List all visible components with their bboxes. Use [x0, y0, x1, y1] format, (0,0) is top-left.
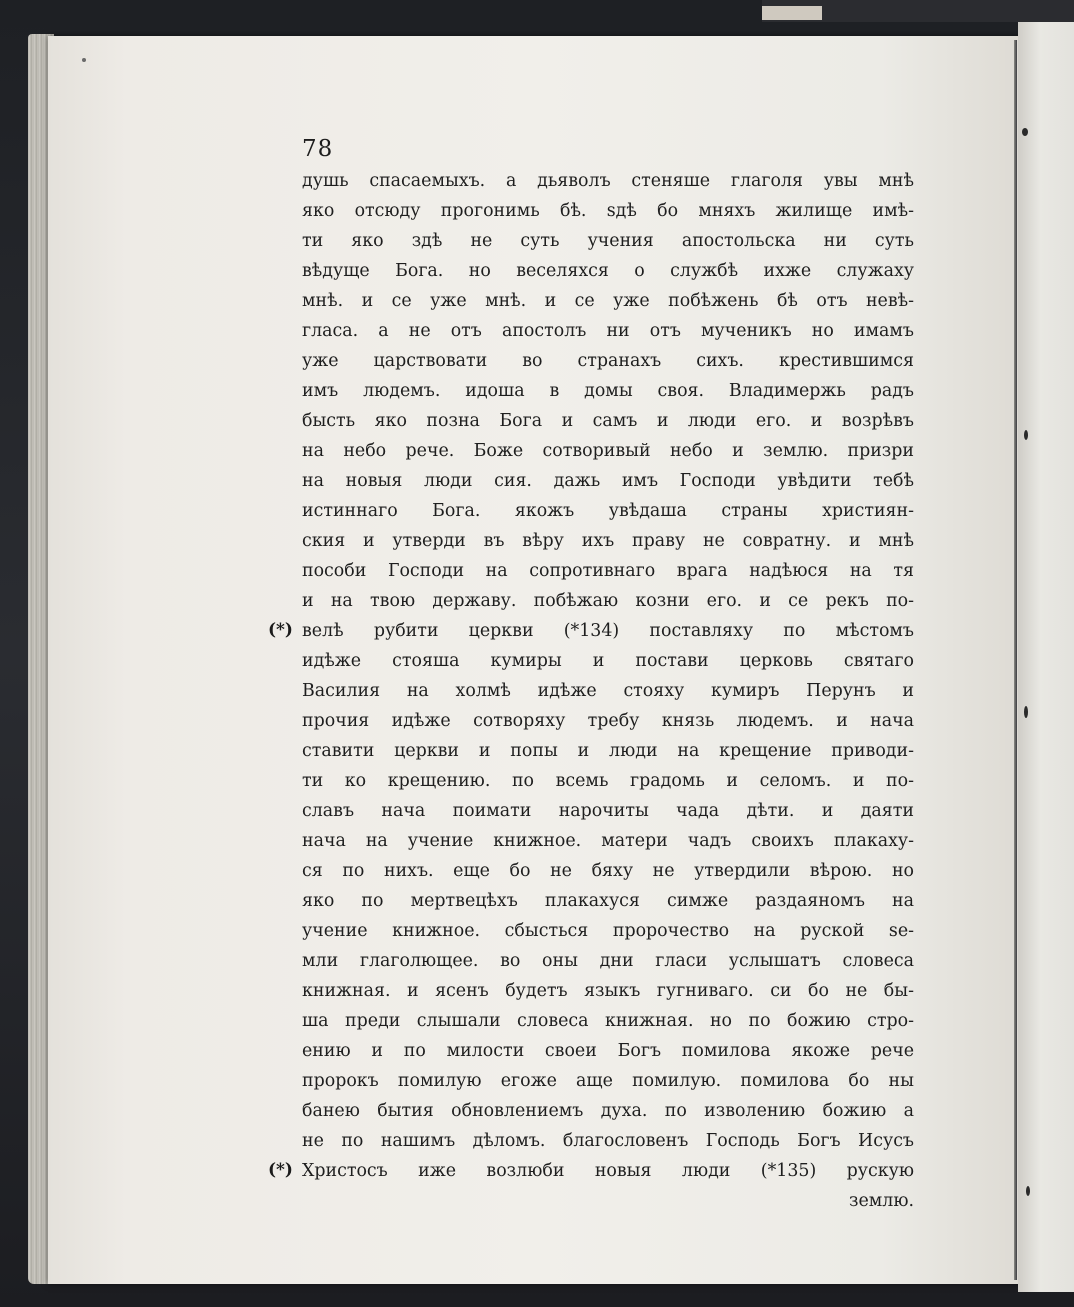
ink-speck: [1026, 1186, 1030, 1196]
ink-speck: [1022, 128, 1028, 136]
text-line: Василия на холмѣ идѣже стояху кумиръ Перунъ и: [302, 681, 914, 701]
text-line: пророкъ помилую егоже аще помилую. помилова бо ны: [302, 1071, 914, 1091]
text-line: землю.: [848, 1191, 914, 1211]
text-line: ению и по милости своеи Богъ помилова якоже рече: [302, 1041, 914, 1061]
text-line: ския и утверди въ вѣру ихъ праву не совратну. и мнѣ: [302, 531, 914, 551]
margin-note-marker: (*): [268, 1160, 293, 1180]
text-line: на небо рече. Боже сотворивый небо и землю. призри: [302, 441, 914, 461]
page-number: 78: [302, 136, 334, 162]
text-line: учение книжное. сбысться пророчество на руской ѕе-: [302, 921, 914, 941]
text-line: банею бытия обновлениемъ духа. по изволению божию а: [302, 1101, 914, 1121]
text-line: книжная. и ясенъ будетъ языкъ гугниваго. си бо не бы-: [302, 981, 914, 1001]
ink-speck: [1024, 706, 1028, 718]
text-line: яко отсюду прогонимь бѣ. ѕдѣ бо мняхъ жилище имѣ-: [302, 201, 914, 221]
text-line: нача на учение книжное. матери чадъ своихъ плакаху-: [302, 831, 914, 851]
text-line: бысть яко позна Бога и самъ и люди его. и возрѣвъ: [302, 411, 914, 431]
text-line: идѣже стояша кумиры и постави церковь святаго: [302, 651, 914, 671]
text-line: славъ нача поимати нарочиты чада дѣти. и даяти: [302, 801, 914, 821]
text-line: вѣдуще Бога. но веселяхся о службѣ ихже служаху: [302, 261, 914, 281]
text-line: не по нашимъ дѣломъ. благословенъ Господь Богъ Исусъ: [302, 1131, 914, 1151]
text-line: ся по нихъ. еще бо не бяху не утвердили вѣрою. но: [302, 861, 914, 881]
text-line: гласа. а не отъ апостолъ ни отъ мученикъ но имамъ: [302, 321, 914, 341]
text-line: ставити церкви и попы и люди на крещение приводи-: [302, 741, 914, 761]
bookmark-tab: [762, 6, 822, 20]
text-line: на новыя люди сия. дажь имъ Господи увѣдити тебѣ: [302, 471, 914, 491]
text-line: и на твою державу. побѣжаю козни его. и се рекъ по-: [302, 591, 914, 611]
ink-speck: [1024, 430, 1028, 440]
margin-note-marker: (*): [268, 620, 293, 640]
text-line: Христосъ иже возлюби новыя люди (*135) рускую: [302, 1161, 914, 1181]
text-line: велѣ рубити церкви (*134) поставляху по мѣстомъ: [302, 621, 914, 641]
text-line: имъ людемъ. идоша в домы своя. Владимержь радъ: [302, 381, 914, 401]
text-line: истиннаго Бога. якожъ увѣдаша страны християн-: [302, 501, 914, 521]
text-line: душь спасаемыхъ. а дьяволъ стеняше глаголя увы мнѣ: [302, 171, 914, 191]
text-line: прочия идѣже сотворяху требу князь людемъ. и нача: [302, 711, 914, 731]
facing-page-edge: [1018, 22, 1074, 1292]
text-line: ти яко здѣ не суть учения апостольска ни суть: [302, 231, 914, 251]
text-line: мнѣ. и се уже мнѣ. и се уже побѣжень бѣ отъ невѣ-: [302, 291, 914, 311]
book-gutter: [1014, 40, 1017, 1280]
text-line: яко по мертвецѣхъ плакахуся симже раздаяномъ на: [302, 891, 914, 911]
ink-speck: [82, 58, 86, 62]
text-line: ша преди слышали словеса книжная. но по божию стро-: [302, 1011, 914, 1031]
text-line: пособи Господи на сопротивнаго врага надѣюся на тя: [302, 561, 914, 581]
text-line: мли глаголющее. во оны дни гласи услышатъ словеса: [302, 951, 914, 971]
text-line: уже царствовати во странахъ сихъ. крестившимся: [302, 351, 914, 371]
text-block: [302, 166, 914, 1216]
text-line: ти ко крещению. по всемь градомь и селомъ. и по-: [302, 771, 914, 791]
